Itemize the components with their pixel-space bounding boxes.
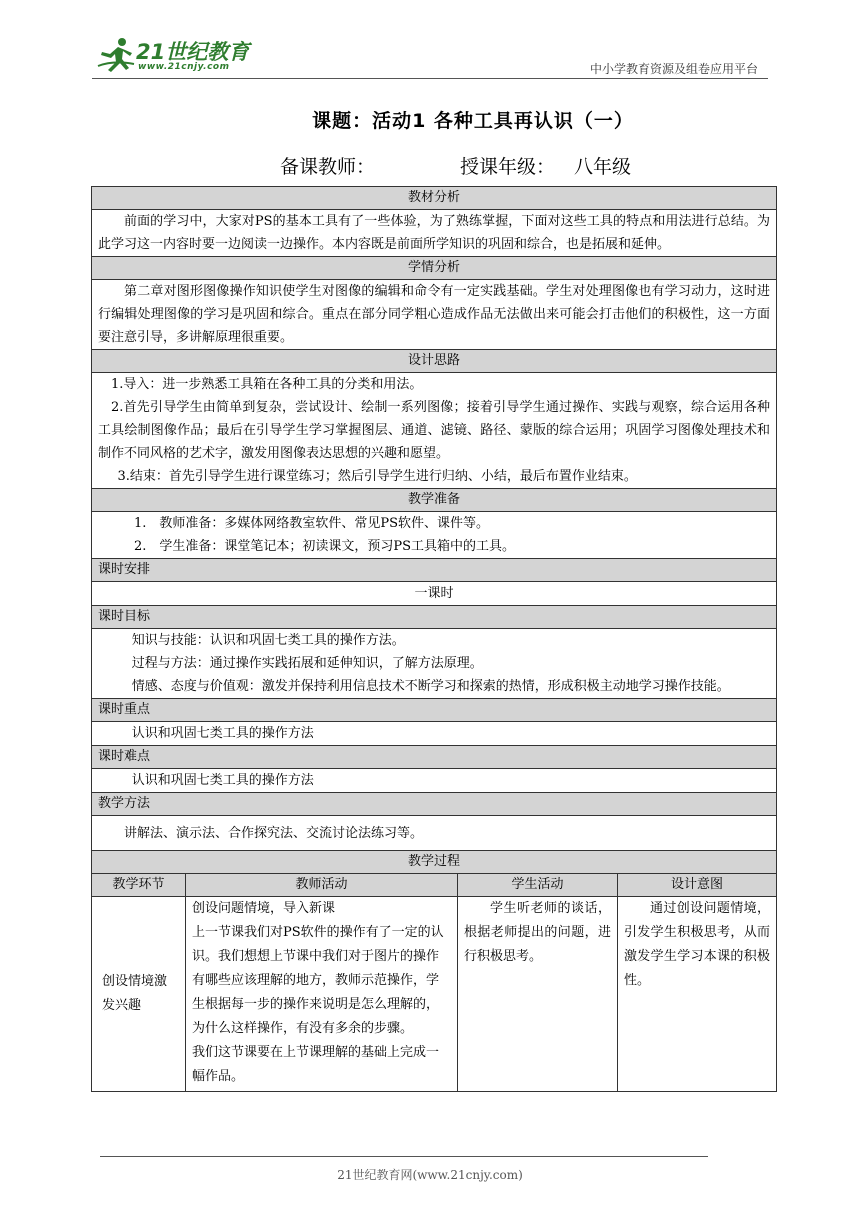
prep-item-1: 1. 教师准备：多媒体网络教室软件、常见PS软件、课件等。: [134, 516, 490, 531]
section-header-student: 学情分析: [92, 257, 777, 280]
teacher-activity-end: 我们这节课要在上节课理解的基础上完成一幅作品。: [192, 1045, 440, 1084]
design-item-2: 2.首先引导学生由简单到复杂，尝试设计、绘制一系列图像；接着引导学生通过操作、实践与观察，综合运用各种工具绘制图像作品；最后在引导学生学习掌握图层、通道、滤镜、路径、蒙版的综合运用；巩固学习图像处理技术和制作不同风格的艺术字，激发用图像表达思想的兴趣和愿望。: [98, 400, 771, 461]
section-header-key: 课时重点: [92, 699, 777, 722]
footer-divider: [100, 1156, 708, 1157]
design-intent: 通过创设问题情境，引发学生积极思考，从而激发学生学习本课的积极性。: [624, 901, 771, 988]
grade-value: 八年级: [574, 156, 632, 178]
col-header-intent: 设计意图: [618, 874, 777, 897]
prep-item-2: 2. 学生准备：课堂笔记本；初读课文，预习PS工具箱中的工具。: [134, 539, 516, 554]
section-header-difficult: 课时难点: [92, 746, 777, 769]
student-cell: [458, 897, 618, 1092]
design-item-3: 3.结束：首先引导学生进行课堂练习；然后引导学生进行归纳、小结，最后布置作业结束。: [117, 469, 637, 484]
design-item-1: 1.导入：进一步熟悉工具箱在各种工具的分类和用法。: [111, 377, 423, 392]
logo-url: www.21cnjy.com: [138, 62, 230, 72]
col-header-teacher: 教师活动: [186, 874, 458, 897]
process-row: [92, 897, 777, 1092]
schedule-text: 一课时: [92, 582, 777, 606]
col-header-stage: 教学环节: [92, 874, 186, 897]
student-activity: 学生听老师的谈话，根据老师提出的问题，进行积极思考。: [464, 901, 611, 964]
intent-cell: [618, 897, 777, 1092]
method-text: 讲解法、演示法、合作探究法、交流讨论法练习等。: [124, 825, 424, 841]
section-header-process: 教学过程: [92, 851, 777, 874]
lesson-plan-table: [91, 186, 777, 1092]
page-header: [92, 34, 768, 82]
header-divider: [92, 78, 768, 79]
goal-item-1: 知识与技能：认识和巩固七类工具的操作方法。: [131, 633, 405, 648]
teacher-label: 备课教师：: [280, 156, 376, 178]
student-text: 第二章对图形图像操作知识使学生对图像的编辑和命令有一定实践基础。学生对处理图像也有学习动力，这时进行编辑处理图像的学习是巩固和综合。重点在部分同学粗心造成作品无法做出来可能会打击他们的积极性，这一方面要注意引导，多讲解原理很重要。: [98, 284, 771, 345]
section-header-design: 设计思路: [92, 350, 777, 373]
difficult-text: 认识和巩固七类工具的操作方法: [131, 773, 314, 788]
footer-text: 21世纪教育网(www.21cnjy.com): [337, 1168, 523, 1182]
analysis-text: 前面的学习中，大家对PS的基本工具有了一些体验，为了熟练掌握，下面对这些工具的特点和用法进行总结。为此学习这一内容时要一边阅读一边操作。本内容既是前面所学知识的巩固和综合，也是拓展和延伸。: [98, 214, 771, 252]
teacher-activity-body: 上一节课我们对PS软件的操作有了一定的认识。我们想想上节课中我们对于图片的操作有哪些应该理解的地方，教师示范操作，学生根据每一步的操作来说明是怎么理解的，为什么这样操作，有没有多余的步骤。: [192, 925, 444, 1036]
teacher-activity-title: 创设问题情境，导入新课: [192, 901, 336, 916]
goal-item-3: 情感、态度与价值观：激发并保持利用信息技术不断学习和探索的热情，形成积极主动地学习操作技能。: [131, 679, 730, 694]
teacher-cell: [186, 897, 458, 1092]
logo: [92, 34, 262, 80]
goal-item-2: 过程与方法：通过操作实践拓展和延伸知识，了解方法原理。: [131, 656, 483, 671]
process-column-headers: [92, 874, 777, 897]
platform-label: 中小学教育资源及组卷应用平台: [589, 62, 758, 76]
grade-label: 授课年级：: [460, 156, 556, 178]
section-header-analysis: 教材分析: [92, 187, 777, 210]
section-header-goal: 课时目标: [92, 606, 777, 629]
logo-text: 21世纪教育: [136, 40, 250, 64]
page-title: 课题：活动1 各种工具再认识（一）: [312, 110, 634, 132]
stage-text: 创设情境激发兴趣: [102, 974, 168, 1013]
section-header-schedule: 课时安排: [92, 559, 777, 582]
runner-logo-icon: [96, 36, 136, 76]
col-header-student: 学生活动: [458, 874, 618, 897]
key-text: 认识和巩固七类工具的操作方法: [131, 726, 314, 741]
section-header-method: 教学方法: [92, 793, 777, 816]
section-header-prep: 教学准备: [92, 489, 777, 512]
stage-cell: [92, 897, 186, 1092]
